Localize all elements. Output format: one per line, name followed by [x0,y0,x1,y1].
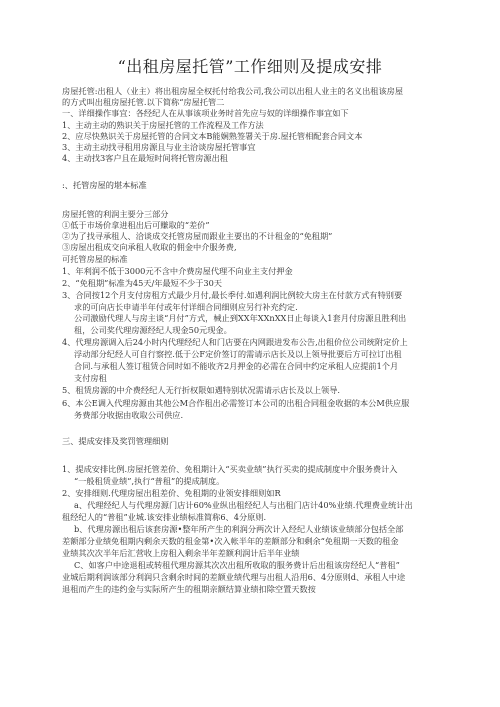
body-line: ①低于市场价拿进租出后可赚取的“差价” [62,220,210,230]
body-line: 6、本公E调入代理房源由其他公M合作租出必需签订本公司的出租合同租金收据的本公M供应服 [62,398,410,408]
body-line: 差额部分业绩免租期内剩余天数的租金第•次入帐半年的差额部分和剩余“免租期一天数的租金 [62,536,399,546]
body-line: 务费部分收据由收取公司供应. [74,410,184,420]
body-line: “一般租赁业绩”,执行“普租”的提成制度。 [74,476,225,486]
body-line: 浮动部分纪经人可自行察控.低于公F定价签订的需请示店长及以上领导批要后方可拉订出租 [74,349,402,359]
body-line: ③房屋出租成交向承租人收取的佣金中介服务费, [62,242,237,252]
body-line: 租，公司奖代理房源经纪人现金50元现金。 [74,325,232,335]
body-line: 1、提成安排比例.房屋托管差价、免租期计入“买卖业绩”执行买卖的提成制度中介服务费计入 [62,464,398,474]
body-line: C、如客户中途退租或转租代理房源其次次出租所收取的服务费计后出租该房经纪人“普租” [74,560,400,570]
body-line: 业绩其次次半年后汇营收上房租入剩余半年差额利润计后半年业绩 [62,548,300,558]
intro-line: 一、详细操作事宜：各经纪人在从事该项业务时首先应与奴的详细操作事宜如下 [62,108,349,118]
intro-line: 房屋托管:出租人（业主）将出租房屋全权托付给我公司,我公司以出租人业主的名义出租该房屋 [62,86,404,96]
body-line: 2、“免租期”标准为45天/年最短不少于30天 [62,278,222,288]
section-heading: :、托管房屋的堪本标准 [62,180,147,190]
intro-line: 的方式叫出租房屋托管.以下简称“房屋托管二 [62,97,225,107]
body-line: 支付房租 [74,373,107,383]
body-line: 2、安排细则.代理房屋出租差价、免租期的业领安排细则如R [62,488,281,498]
section-heading: 三、提成安排及奖罚管理细则 [62,436,169,446]
body-line: 合同.与承租人签订租赁合同时如不能收齐2月押金的必需在合同中约定承租人应提前1个月 [74,361,399,371]
body-line: 求的可向店长申请半年付或年付详细合同细则应另行补充约定. [74,302,298,312]
body-line: 退租而产生的违约金与实际所产生的租期亲额结算业绩扣除空置天数按 [62,584,316,594]
intro-line: 3、主动主动找寻租用房源且与业主洽谈房屋托管事宜 [62,142,256,152]
body-line: 1、年利润不低于3000元不含中介费房屋代理不向业主支付押金 [62,266,293,276]
body-line: ②为了找寻承租人、洽谈成交托管房屋而跟业主要出的不计租金的“免租期” [62,231,333,241]
body-line: 租经纪人的“普租”业城.该安排业绩标准简称6、4分原则. [62,512,267,522]
document-title: “出租房屋托管”工作细则及提成安排 [117,57,383,76]
intro-line: 1、主动主动的熟识关于房屋托管的工作流程及工作方法 [62,120,264,130]
body-line: b、代理房源出租后该套房源•整年所产生的利润分两次计入经纪人业绩该业绩部分包括全部 [74,524,404,534]
body-line: 4、代理房源调入后24小时内代理经纪人和门店要在内网跟进发布公告,出租价位公司统附定价上 [62,337,408,347]
body-line: a、代理经纪人与代理房源门店计60%业纵出租经纪人与出租门店计40%业绩.代理费业统计出 [74,500,413,510]
body-line: 可托管房屋的标准 [62,254,128,264]
body-line: 5、租赁房源的中介费经纪人无行折权限如遇特别状况需请示店长及以上领导. [62,385,341,395]
intro-line: 4、主动找3客户且在最短时间将托管房源出租 [62,153,228,163]
body-line: 房屋托管的利润主要分三部分 [62,209,169,219]
body-line: 3、合同按12个月支付房租方式最少月付,最长季付.如遇利润比例较大房主在付款方式有特别要 [62,290,403,300]
body-line: 公司激励代理人与房主谈“月付”方式，械止到XX年XXnXX日止每谈入1套月付房源且胜利出 [74,313,407,323]
body-line: 业城后期利润该部分利润只含剩余时间的差额业绩代理与出租人沿用6、4分原则d、承租人中途 [62,572,406,582]
intro-line: 2、应尽快熟识关于房屋托管的合同文本B能娴熟签署关于房.屋托管相配套合同文本 [62,131,363,141]
